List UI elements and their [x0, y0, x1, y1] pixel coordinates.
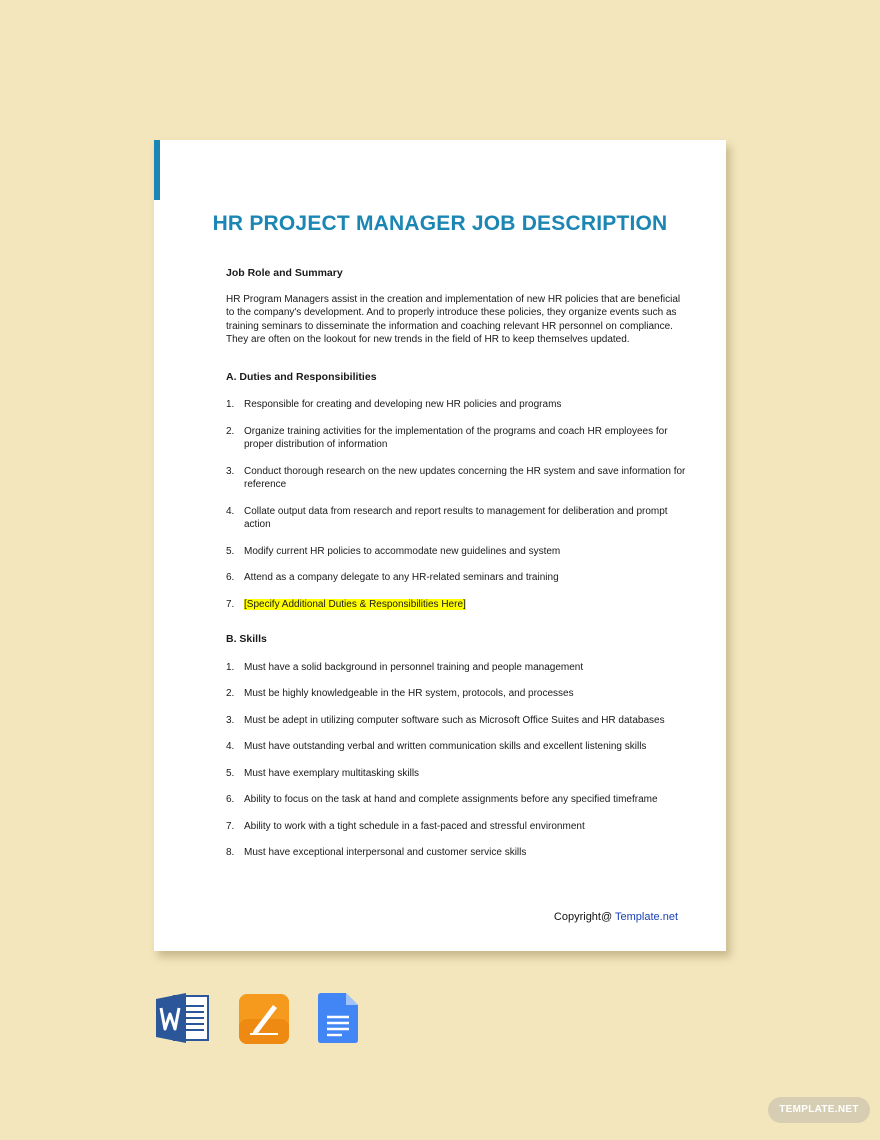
document-title: HR PROJECT MANAGER JOB DESCRIPTION [212, 212, 668, 235]
google-docs-icon[interactable] [318, 993, 358, 1043]
skill-item [226, 740, 686, 754]
duty-item [226, 425, 686, 452]
duty-item [226, 398, 686, 412]
item-number: 2. [226, 425, 235, 437]
item-text: Must have exemplary multitasking skills [244, 767, 420, 779]
item-number: 6. [226, 572, 235, 583]
item-text: Conduct thorough research on the new updates concerning the HR system and save information for reference [244, 465, 686, 490]
skill-item [226, 661, 686, 675]
skills-list [226, 661, 686, 860]
item-number: 5. [226, 767, 235, 779]
item-number: 8. [226, 847, 235, 858]
item-text: Attend as a company delegate to any HR-related seminars and training [244, 572, 559, 583]
skills-heading: B. Skills [226, 633, 267, 645]
item-number: 7. [226, 598, 235, 610]
item-number: 1. [226, 399, 235, 410]
duty-item [226, 571, 686, 585]
item-text: Must have outstanding verbal and written communication skills and excellent listening skills [244, 741, 647, 752]
item-number: 5. [226, 545, 235, 557]
skill-item [226, 793, 686, 807]
copyright-notice [554, 911, 678, 923]
item-number: 1. [226, 661, 235, 673]
item-text: Must be highly knowledgeable in the HR system, protocols, and processes [244, 688, 574, 699]
duty-item [226, 598, 686, 612]
copyright-label: Copyright@ [553, 911, 613, 923]
duties-list [226, 398, 686, 611]
summary-heading: Job Role and Summary [226, 267, 343, 279]
item-number: 7. [226, 820, 235, 832]
skill-item [226, 820, 686, 834]
placeholder-highlight: [Specify Additional Duties & Responsibilities Here] [244, 598, 466, 610]
document-page [154, 140, 726, 951]
item-text: Modify current HR policies to accommodate new guidelines and system [244, 545, 561, 557]
copyright-site: Template.net [615, 911, 678, 923]
item-text: Must be adept in utilizing computer software such as Microsoft Office Suites and HR databases [244, 714, 665, 726]
skill-item [226, 687, 686, 701]
accent-bar [154, 140, 160, 200]
summary-text: HR Program Managers assist in the creation and implementation of new HR policies that are beneficial to the company's development. And to properly introduce these policies, they organize events such as training seminars to disseminate the information and coaching relevant HR personnel on compliance. They are often on the lookout for new trends in the field of HR to keep themselves updated. [226, 293, 681, 345]
word-icon[interactable] [156, 993, 210, 1043]
skill-item [226, 767, 686, 781]
item-number: 3. [226, 465, 235, 477]
item-number: 3. [226, 714, 235, 726]
item-text: Must have a solid background in personnel training and people management [244, 661, 584, 673]
duty-item [226, 545, 686, 559]
skill-item [226, 714, 686, 728]
item-text: Ability to focus on the task at hand and complete assignments before any specified timeframe [244, 794, 658, 805]
duty-item [226, 505, 686, 532]
item-text: Organize training activities for the implementation of the programs and coach HR employees for proper distribution of information [244, 425, 668, 450]
item-number: 6. [226, 794, 235, 805]
item-number: 4. [226, 505, 235, 517]
item-number: 4. [226, 741, 235, 752]
template-net-watermark: TEMPLATE.NET [768, 1097, 870, 1123]
item-text: Must have exceptional interpersonal and customer service skills [244, 847, 527, 858]
skill-item [226, 846, 686, 860]
document-content [226, 267, 686, 873]
item-text: Ability to work with a tight schedule in a fast-paced and stressful environment [244, 820, 585, 832]
pages-icon[interactable] [238, 993, 290, 1045]
duty-item [226, 465, 686, 492]
item-text: Collate output data from research and report results to management for deliberation and prompt action [244, 505, 668, 530]
duties-heading: A. Duties and Responsibilities [226, 370, 377, 383]
item-number: 2. [226, 688, 235, 699]
item-text: Responsible for creating and developing new HR policies and programs [244, 399, 562, 410]
